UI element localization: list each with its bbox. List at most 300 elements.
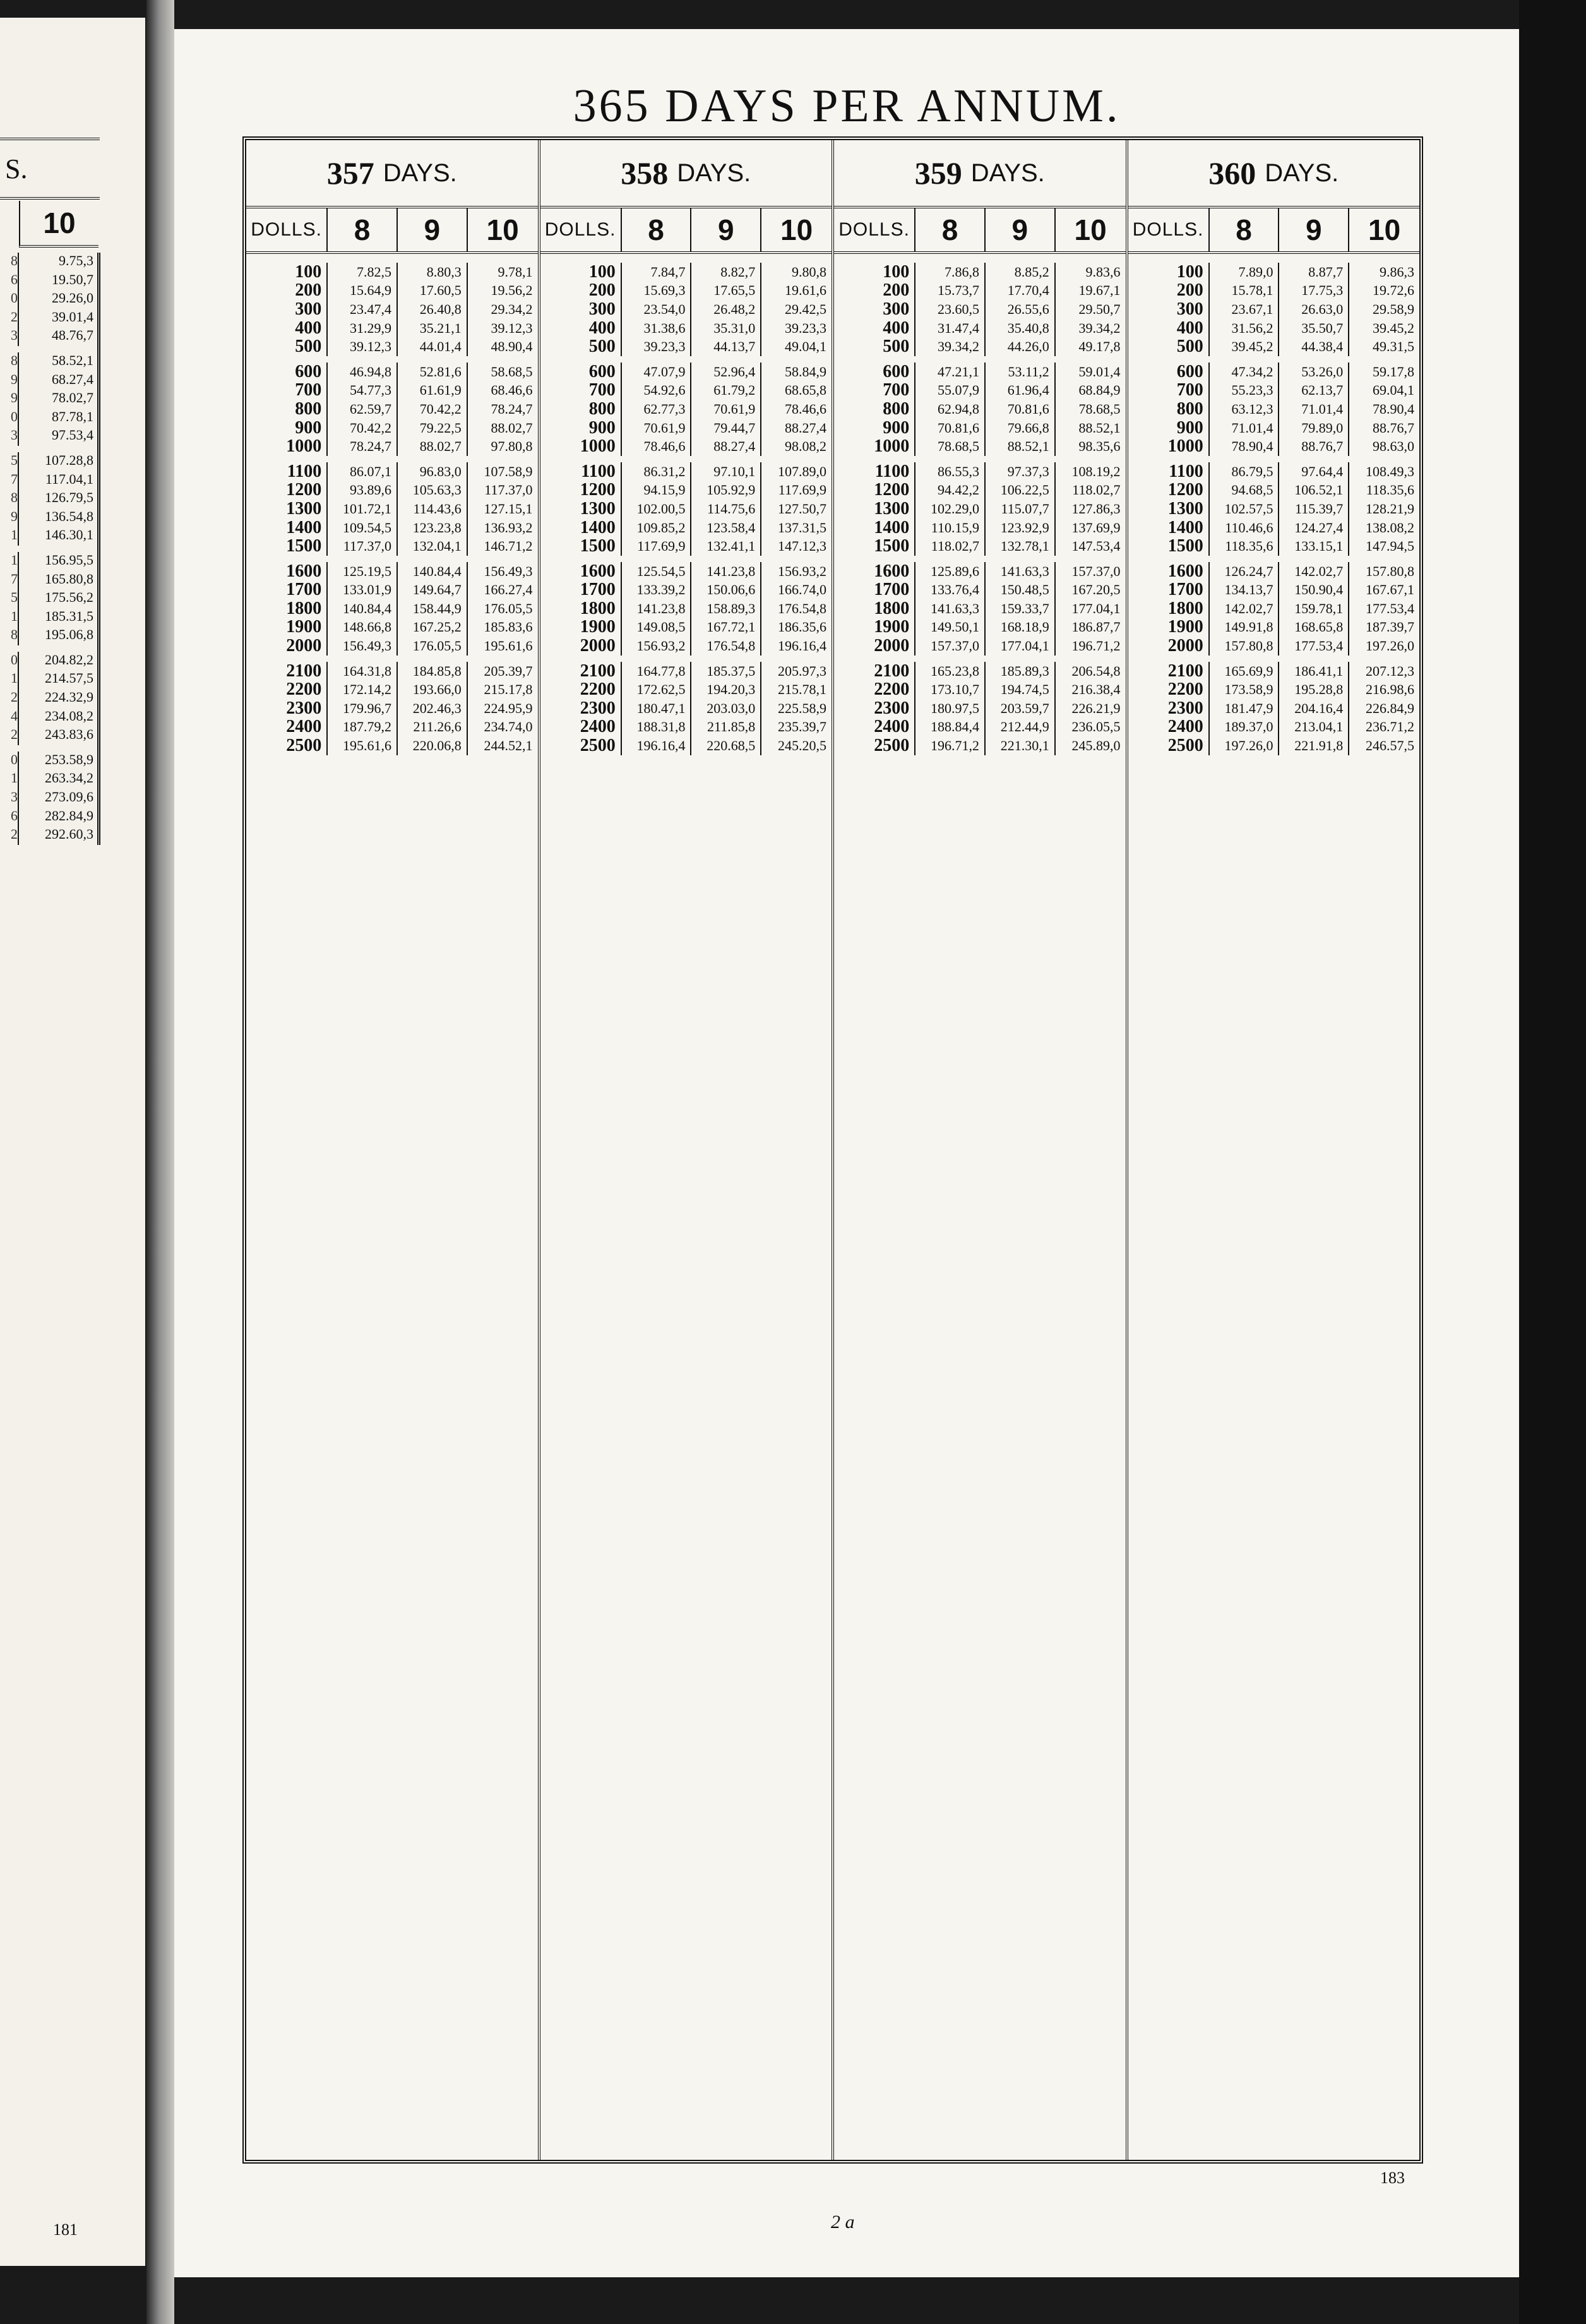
- principal-cell: 1600: [834, 562, 915, 581]
- interest-cell: 26.55,6: [986, 300, 1056, 319]
- interest-cell: 115.07,7: [986, 500, 1056, 518]
- interest-cell: 136.93,2: [484, 519, 533, 536]
- table-row: [834, 282, 1126, 301]
- interest-cell: 156.93,2: [622, 637, 692, 656]
- interest-cell: 225.58,9: [777, 700, 826, 716]
- interest-cell: 8.80,3: [398, 263, 468, 282]
- interest-cell: 44.01,4: [398, 337, 468, 356]
- principal-cell: 1900: [246, 618, 328, 637]
- interest-cell: 110.15,9: [915, 518, 986, 537]
- left-page-row: [0, 508, 97, 527]
- cropped-cell: 5: [11, 589, 18, 606]
- table-row: [540, 699, 832, 718]
- interest-cell: 128.21,9: [1365, 500, 1414, 517]
- interest-cell: 109.54,5: [328, 518, 398, 537]
- days-panel-360: [1128, 140, 1420, 2160]
- interest-cell: 186.41,1: [1279, 662, 1349, 681]
- interest-cell: 195.61,6: [328, 736, 398, 755]
- principal-cell: 1900: [834, 618, 915, 637]
- interest-cell: 68.27,4: [18, 371, 97, 390]
- table-row: [834, 518, 1126, 537]
- interest-cell: 157.80,8: [1365, 563, 1414, 579]
- interest-cell: 185.83,6: [484, 619, 533, 635]
- interest-cell: 156.95,5: [18, 552, 97, 571]
- interest-cell: 181.47,9: [1210, 699, 1280, 718]
- interest-cell: 108.19,2: [1071, 463, 1121, 479]
- rate-column-header: 10: [1074, 213, 1107, 246]
- interest-cell: 102.00,5: [622, 500, 692, 518]
- panel-heading: [834, 140, 1126, 208]
- principal-cell: 800: [246, 400, 328, 419]
- interest-cell: 213.04,1: [1279, 718, 1349, 737]
- interest-cell: 39.45,2: [1210, 337, 1280, 356]
- principal-cell: 600: [540, 362, 622, 381]
- rate-column-header: 9: [691, 208, 761, 251]
- interest-cell: 8.87,7: [1279, 263, 1349, 282]
- left-page-row: [0, 789, 97, 808]
- interest-cell: 39.12,3: [328, 337, 398, 356]
- interest-cell: 165.69,9: [1210, 662, 1280, 681]
- principal-cell: 1300: [834, 500, 915, 518]
- days-label: DAYS.: [970, 159, 1045, 187]
- interest-cell: 195.28,8: [1279, 680, 1349, 699]
- table-row: [246, 599, 538, 618]
- left-page-row: [0, 726, 97, 745]
- table-row: [834, 337, 1126, 356]
- interest-cell: 141.23,8: [691, 562, 761, 581]
- interest-cell: 31.56,2: [1210, 319, 1280, 338]
- left-page-number: 181: [53, 2220, 78, 2239]
- table-row: [540, 462, 832, 481]
- principal-cell: 600: [834, 362, 915, 381]
- interest-cell: 78.02,7: [18, 390, 97, 409]
- interest-cell: 102.29,0: [915, 500, 986, 518]
- interest-cell: 187.79,2: [328, 718, 398, 737]
- interest-cell: 124.27,4: [1279, 518, 1349, 537]
- interest-cell: 177.04,1: [986, 637, 1056, 656]
- interest-cell: 188.31,8: [622, 718, 692, 737]
- interest-cell: 147.12,3: [777, 538, 826, 554]
- interest-cell: 150.06,6: [691, 581, 761, 600]
- page-number: 183: [1380, 2169, 1405, 2187]
- interest-cell: 35.31,0: [691, 319, 761, 338]
- interest-cell: 9.75,3: [18, 253, 97, 272]
- left-page-row: [0, 689, 97, 708]
- interest-cell: 31.47,4: [915, 319, 986, 338]
- principal-cell: 900: [834, 419, 915, 438]
- interest-cell: 137.31,5: [777, 519, 826, 536]
- principal-cell: 600: [1128, 362, 1210, 381]
- interest-cell: 216.98,6: [1365, 681, 1414, 698]
- interest-cell: 149.50,1: [915, 618, 986, 637]
- principal-cell: 2400: [246, 718, 328, 737]
- cropped-cell: 3: [11, 789, 18, 805]
- principal-cell: 2000: [1128, 637, 1210, 656]
- interest-cell: 117.69,9: [622, 537, 692, 556]
- interest-cell: 97.80,8: [491, 438, 533, 455]
- interest-cell: 179.96,7: [328, 699, 398, 718]
- table-row: [1128, 562, 1420, 581]
- interest-cell: 204.82,2: [18, 652, 97, 671]
- interest-cell: 44.38,4: [1279, 337, 1349, 356]
- interest-cell: 102.57,5: [1210, 500, 1280, 518]
- interest-cell: 78.90,4: [1372, 400, 1414, 417]
- principal-cell: 800: [834, 400, 915, 419]
- interest-cell: 215.17,8: [484, 681, 533, 698]
- principal-cell: 100: [540, 263, 622, 282]
- interest-cell: 167.67,1: [1365, 582, 1414, 598]
- table-row: [834, 599, 1126, 618]
- interest-cell: 49.04,1: [784, 338, 826, 355]
- interest-cell: 107.28,8: [18, 452, 97, 471]
- panel-heading: [540, 140, 832, 208]
- interest-cell: 105.92,9: [691, 481, 761, 500]
- interest-cell: 88.52,1: [1078, 419, 1121, 436]
- cropped-cell: 7: [11, 470, 18, 487]
- left-page-row: [0, 489, 97, 508]
- table-row: [1128, 400, 1420, 419]
- interest-cell: 98.08,2: [784, 438, 826, 455]
- days-label: DAYS.: [383, 159, 457, 187]
- interest-cell: 176.54,8: [691, 637, 761, 656]
- left-page-rows: [0, 253, 100, 845]
- interest-cell: 68.84,9: [1078, 382, 1121, 398]
- principal-cell: 1900: [540, 618, 622, 637]
- cropped-cell: 2: [11, 308, 18, 325]
- table-row: [246, 718, 538, 737]
- interest-cell: 49.31,5: [1372, 338, 1414, 355]
- interest-cell: 221.30,1: [986, 736, 1056, 755]
- table-row: [1128, 599, 1420, 618]
- table-row: [540, 319, 832, 338]
- principal-cell: 1100: [1128, 462, 1210, 481]
- interest-cell: 39.34,2: [1078, 320, 1121, 336]
- principal-cell: 2500: [540, 736, 622, 755]
- interest-cell: 187.39,7: [1365, 619, 1414, 635]
- interest-cell: 157.37,0: [915, 637, 986, 656]
- interest-cell: 243.83,6: [18, 726, 97, 745]
- table-row: [1128, 618, 1420, 637]
- signature-mark: 2 a: [831, 2212, 855, 2232]
- interest-cell: 117.69,9: [778, 482, 826, 498]
- interest-cell: 79.89,0: [1279, 419, 1349, 438]
- interest-cell: 61.79,2: [691, 381, 761, 400]
- table-row: [1128, 500, 1420, 518]
- table-row: [540, 637, 832, 656]
- cropped-cell: 8: [11, 253, 18, 268]
- interest-cell: 19.72,6: [1372, 282, 1414, 299]
- interest-cell: 8.85,2: [986, 263, 1056, 282]
- table-row: [1128, 437, 1420, 456]
- table-rows: [1128, 254, 1420, 2160]
- interest-cell: 107.58,9: [484, 463, 533, 479]
- interest-cell: 17.60,5: [398, 282, 468, 301]
- table-row: [834, 362, 1126, 381]
- days-panel-358: [540, 140, 835, 2160]
- interest-cell: 101.72,1: [328, 500, 398, 518]
- principal-cell: 1800: [540, 599, 622, 618]
- interest-cell: 39.23,3: [622, 337, 692, 356]
- principal-cell: 1700: [246, 581, 328, 600]
- interest-cell: 146.30,1: [18, 527, 97, 546]
- cropped-cell: 1: [11, 608, 18, 624]
- interest-cell: 133.15,1: [1279, 537, 1349, 556]
- interest-cell: 39.01,4: [18, 309, 97, 328]
- interest-cell: 106.22,5: [986, 481, 1056, 500]
- interest-cell: 141.63,3: [915, 599, 986, 618]
- principal-cell: 800: [540, 400, 622, 419]
- page-title: 365 DAYS PER ANNUM.: [573, 80, 1121, 132]
- table-row: [246, 537, 538, 556]
- left-page-row: [0, 652, 97, 671]
- interest-cell: 132.04,1: [398, 537, 468, 556]
- interest-cell: 172.14,2: [328, 680, 398, 699]
- interest-cell: 15.69,3: [622, 282, 692, 301]
- interest-cell: 94.15,9: [622, 481, 692, 500]
- days-count: 359: [914, 155, 962, 191]
- left-page-column-header: 10: [19, 201, 98, 248]
- principal-cell: 2500: [246, 736, 328, 755]
- interest-cell: 126.79,5: [18, 489, 97, 508]
- interest-cell: 132.78,1: [986, 537, 1056, 556]
- table-row: [246, 618, 538, 637]
- principal-cell: 1700: [1128, 581, 1210, 600]
- cropped-cell: 4: [11, 707, 18, 724]
- table-row: [1128, 537, 1420, 556]
- principal-cell: 1500: [540, 537, 622, 556]
- principal-cell: 200: [540, 282, 622, 301]
- interest-cell: 110.46,6: [1210, 518, 1280, 537]
- right-page: [174, 29, 1519, 2277]
- interest-cell: 88.76,7: [1279, 437, 1349, 456]
- principal-cell: 300: [834, 300, 915, 319]
- cropped-cell: 2: [11, 826, 18, 842]
- interest-cell: 87.78,1: [18, 409, 97, 428]
- principal-cell: 500: [1128, 337, 1210, 356]
- table-row: [1128, 680, 1420, 699]
- interest-cell: 8.82,7: [691, 263, 761, 282]
- interest-cell: 168.65,8: [1279, 618, 1349, 637]
- table-row: [834, 581, 1126, 600]
- principal-cell: 300: [246, 300, 328, 319]
- interest-cell: 282.84,9: [18, 808, 97, 827]
- interest-cell: 62.77,3: [622, 400, 692, 419]
- interest-cell: 273.09,6: [18, 789, 97, 808]
- interest-cell: 167.72,1: [691, 618, 761, 637]
- interest-cell: 58.84,9: [784, 363, 826, 380]
- interest-cell: 166.74,0: [777, 582, 826, 598]
- interest-cell: 184.85,8: [398, 662, 468, 681]
- interest-cell: 35.40,8: [986, 319, 1056, 338]
- table-row: [246, 362, 538, 381]
- interest-cell: 173.58,9: [1210, 680, 1280, 699]
- table-row: [1128, 736, 1420, 755]
- interest-cell: 197.26,0: [1365, 638, 1414, 654]
- days-panel-357: [246, 140, 540, 2160]
- principal-cell: 1200: [540, 481, 622, 500]
- principal-cell: 1400: [1128, 518, 1210, 537]
- interest-cell: 49.17,8: [1078, 338, 1121, 355]
- interest-cell: 59.17,8: [1372, 363, 1414, 380]
- rate-column-header: 10: [1368, 213, 1401, 246]
- interest-cell: 44.26,0: [986, 337, 1056, 356]
- interest-cell: 220.06,8: [398, 736, 468, 755]
- cropped-cell: 0: [11, 408, 18, 424]
- interest-cell: 211.85,8: [691, 718, 761, 737]
- interest-cell: 263.34,2: [18, 770, 97, 789]
- principal-cell: 1600: [1128, 562, 1210, 581]
- principal-cell: 2400: [540, 718, 622, 737]
- interest-cell: 29.34,2: [491, 301, 533, 317]
- table-row: [540, 599, 832, 618]
- table-row: [246, 300, 538, 319]
- interest-cell: 19.50,7: [18, 272, 97, 290]
- days-count: 357: [326, 155, 374, 191]
- left-page-row: [0, 253, 97, 272]
- left-page-row: [0, 589, 97, 608]
- principal-cell: 900: [540, 419, 622, 438]
- interest-cell: 220.68,5: [691, 736, 761, 755]
- principal-cell: 1200: [246, 481, 328, 500]
- rate-column-header: 10: [780, 213, 813, 246]
- panel-heading: [1128, 140, 1420, 208]
- interest-cell: 68.65,8: [784, 382, 826, 398]
- interest-cell: 52.81,6: [398, 362, 468, 381]
- interest-cell: 204.16,4: [1279, 699, 1349, 718]
- table-row: [540, 419, 832, 438]
- interest-cell: 88.52,1: [986, 437, 1056, 456]
- interest-cell: 195.61,6: [484, 638, 533, 654]
- interest-cell: 176.54,8: [777, 600, 826, 616]
- interest-cell: 215.78,1: [777, 681, 826, 698]
- table-row: [246, 581, 538, 600]
- principal-cell: 2200: [1128, 680, 1210, 699]
- interest-cell: 234.74,0: [484, 719, 533, 735]
- interest-cell: 212.44,9: [986, 718, 1056, 737]
- principal-cell: 800: [1128, 400, 1210, 419]
- interest-cell: 19.61,6: [784, 282, 826, 299]
- interest-cell: 96.83,0: [398, 462, 468, 481]
- table-row: [246, 400, 538, 419]
- interest-cell: 117.37,0: [484, 482, 533, 498]
- interest-cell: 167.20,5: [1071, 582, 1121, 598]
- left-page-row: [0, 409, 97, 428]
- table-row: [540, 581, 832, 600]
- interest-cell: 158.89,3: [691, 599, 761, 618]
- principal-cell: 100: [1128, 263, 1210, 282]
- table-row: [540, 718, 832, 737]
- interest-cell: 114.43,6: [398, 500, 468, 518]
- interest-cell: 186.87,7: [1071, 619, 1121, 635]
- column-headers: [834, 208, 1126, 254]
- interest-cell: 78.46,6: [622, 437, 692, 456]
- interest-cell: 59.01,4: [1078, 363, 1121, 380]
- table-row: [540, 736, 832, 755]
- interest-cell: 148.66,8: [328, 618, 398, 637]
- interest-cell: 235.39,7: [777, 719, 826, 735]
- interest-cell: 221.91,8: [1279, 736, 1349, 755]
- rate-column-header: 8: [915, 208, 986, 251]
- table-row: [834, 637, 1126, 656]
- interest-cell: 86.79,5: [1210, 462, 1280, 481]
- interest-cell: 159.78,1: [1279, 599, 1349, 618]
- interest-cell: 15.73,7: [915, 282, 986, 301]
- interest-cell: 29.26,0: [18, 290, 97, 309]
- interest-cell: 19.67,1: [1078, 282, 1121, 299]
- interest-cell: 164.31,8: [328, 662, 398, 681]
- interest-cell: 147.53,4: [1071, 538, 1121, 554]
- interest-cell: 23.60,5: [915, 300, 986, 319]
- principal-cell: 300: [540, 300, 622, 319]
- interest-cell: 46.94,8: [328, 362, 398, 381]
- interest-cell: 88.02,7: [398, 437, 468, 456]
- interest-cell: 15.78,1: [1210, 282, 1280, 301]
- principal-cell: 1500: [834, 537, 915, 556]
- interest-cell: 39.45,2: [1372, 320, 1414, 336]
- table-row: [834, 400, 1126, 419]
- left-page-row: [0, 290, 97, 309]
- interest-cell: 157.80,8: [1210, 637, 1280, 656]
- interest-cell: 58.68,5: [491, 363, 533, 380]
- interest-cell: 70.42,2: [398, 400, 468, 419]
- interest-cell: 126.24,7: [1210, 562, 1280, 581]
- left-page-row: [0, 626, 97, 645]
- principal-cell: 1000: [834, 437, 915, 456]
- interest-cell: 176.05,5: [484, 600, 533, 616]
- principal-cell: 1300: [540, 500, 622, 518]
- interest-cell: 98.35,6: [1078, 438, 1121, 455]
- days-label: DAYS.: [1265, 159, 1339, 187]
- principal-cell: 2400: [1128, 718, 1210, 737]
- interest-cell: 186.35,6: [777, 619, 826, 635]
- interest-cell: 125.89,6: [915, 562, 986, 581]
- left-page-heading: S.: [0, 138, 100, 200]
- interest-cell: 39.34,2: [915, 337, 986, 356]
- table-rows: [540, 254, 832, 2160]
- interest-cell: 7.86,8: [915, 263, 986, 282]
- principal-cell: 2100: [540, 662, 622, 681]
- principal-cell: 2000: [540, 637, 622, 656]
- principal-cell: 500: [246, 337, 328, 356]
- table-row: [834, 718, 1126, 737]
- principal-cell: 1900: [1128, 618, 1210, 637]
- table-row: [246, 282, 538, 301]
- interest-cell: 196.71,2: [1071, 638, 1121, 654]
- principal-cell: 1000: [1128, 437, 1210, 456]
- principal-cell: 2500: [834, 736, 915, 755]
- interest-cell: 97.10,1: [691, 462, 761, 481]
- interest-cell: 203.59,7: [986, 699, 1056, 718]
- table-row: [246, 637, 538, 656]
- interest-cell: 58.52,1: [18, 352, 97, 371]
- principal-cell: 1400: [540, 518, 622, 537]
- cropped-cell: 9: [11, 390, 18, 406]
- interest-cell: 23.47,4: [328, 300, 398, 319]
- table-row: [246, 462, 538, 481]
- left-page-row: [0, 427, 97, 446]
- interest-cell: 123.23,8: [398, 518, 468, 537]
- interest-cell: 136.54,8: [18, 508, 97, 527]
- interest-cell: 142.02,7: [1279, 562, 1349, 581]
- table-row: [1128, 581, 1420, 600]
- interest-cell: 15.64,9: [328, 282, 398, 301]
- principal-cell: 1300: [246, 500, 328, 518]
- table-row: [1128, 518, 1420, 537]
- rate-column-header: 8: [1210, 208, 1280, 251]
- interest-cell: 9.83,6: [1085, 263, 1121, 280]
- principal-cell: 2300: [834, 699, 915, 718]
- interest-cell: 156.49,3: [328, 637, 398, 656]
